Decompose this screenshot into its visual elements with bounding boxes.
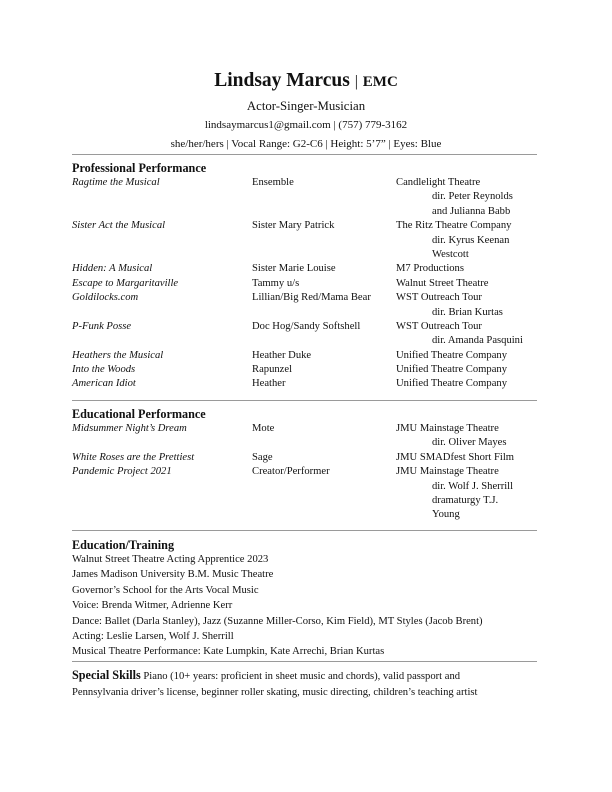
credit-venue: M7 Productions [396,263,464,275]
credit-row [72,176,542,190]
resume-header [0,68,612,154]
credit-note: dir. Oliver Mayes [432,437,507,449]
credit-role: Sage [252,451,273,463]
credit-note-row [72,205,542,219]
credit-show: Escape to Margaritaville [72,277,179,289]
credit-row [72,349,542,363]
credit-note: dir. Amanda Pasquini [432,335,523,347]
training-line: Voice: Brenda Witmer, Adrienne Kerr [72,600,233,612]
credit-note: Young [432,509,460,521]
union-status: EMC [362,74,398,90]
credit-note: dir. Kyrus Keenan [432,234,510,246]
divider-educational [72,530,537,531]
credit-role: Lillian/Big Red/Mama Bear [252,292,371,304]
special-skills [72,667,542,701]
credit-row [72,320,542,334]
credit-role: Doc Hog/Sandy Softshell [252,320,361,332]
training-line: James Madison University B.M. Music Theatre [72,569,274,581]
credit-row [72,465,542,479]
training-line: Musical Theatre Performance: Kate Lumpkin, Kate Arrechi, Brian Kurtas [72,646,385,658]
credit-venue: Unified Theatre Company [396,364,508,376]
credit-venue: WST Outreach Tour [396,320,482,332]
credit-note-row [72,190,542,204]
credit-row [72,277,542,291]
credit-show: White Roses are the Prettiest [72,451,195,463]
credit-row [72,262,542,276]
credit-role: Heather Duke [252,349,312,361]
credit-row [72,451,542,465]
professional-table [72,176,542,392]
credit-show: Into the Woods [72,364,136,376]
credit-role: Creator/Performer [252,466,330,478]
special-skills-line: Pennsylvania driver’s license, beginner roller skating, music directing, children’s teaching artist [72,687,478,698]
credit-show: Pandemic Project 2021 [72,466,172,478]
divider-education [72,661,537,662]
credit-show: Sister Act the Musical [72,220,166,232]
credit-venue: JMU Mainstage Theatre [396,423,499,434]
credit-show: Midsummer Night’s Dream [72,423,187,434]
credit-note-row [72,494,542,508]
credit-note-row [72,508,542,522]
credit-venue: JMU SMADfest Short Film [396,451,515,463]
credit-note-row [72,334,542,348]
credit-role: Sister Mary Patrick [252,220,335,232]
credit-venue: The Ritz Theatre Company [396,220,512,232]
credit-show: Hidden: A Musical [72,263,153,275]
credit-note: dir. Wolf J. Sherrill [432,480,514,492]
credit-note-row [72,248,542,262]
credit-note: dramaturgy T.J. [432,494,499,506]
training-line: Acting: Leslie Larsen, Wolf J. Sherrill [72,630,234,642]
section-title-education: Education/Training [72,538,175,552]
credit-show: Ragtime the Musical [72,177,160,188]
actor-subtitle: Actor-Singer-Musician [246,99,366,113]
divider-header [72,154,537,155]
section-title-educational: Educational Performance [72,407,206,421]
credit-note-row [72,480,542,494]
credit-row [72,363,542,377]
training-line: Dance: Ballet (Darla Stanley), Jazz (Suzanne Miller-Corso, Kim Field), MT Styles (Jacob Brent) [72,615,483,627]
divider-professional [72,400,537,401]
credit-role: Ensemble [252,177,294,188]
credit-role: Rapunzel [252,364,293,376]
credit-row [72,291,542,305]
credit-note: Westcott [432,248,469,260]
credit-show: Goldilocks.com [72,292,139,304]
credit-venue: WST Outreach Tour [396,292,482,304]
credit-note-row [72,234,542,248]
credit-role: Mote [252,423,275,434]
credit-note-row [72,306,542,320]
credit-note: dir. Peter Reynolds [432,191,513,203]
credit-note: and Julianna Babb [432,205,511,217]
credit-note-row [72,436,542,450]
name-separator: | [354,73,358,90]
training-line: Walnut Street Theatre Acting Apprentice 2023 [72,554,269,565]
credit-venue: Unified Theatre Company [396,349,508,361]
special-skills-line: Piano (10+ years: proficient in sheet music and chords), valid passport and [143,671,461,682]
credit-row [72,219,542,233]
name-line [0,68,612,95]
special-skills-label: Special Skills [72,668,141,682]
credit-show: Heathers the Musical [72,349,164,361]
educational-table [72,422,542,523]
credit-role: Heather [252,378,286,390]
credit-venue: Candlelight Theatre [396,177,481,188]
credit-role: Sister Marie Louise [252,263,336,275]
contact-line: lindsaymarcus1@gmail.com | (757) 779-3162 [204,119,408,131]
training-line: Governor’s School for the Arts Vocal Music [72,584,259,596]
credit-show: American Idiot [72,378,136,390]
credit-venue: Walnut Street Theatre [396,277,489,289]
credit-venue: Unified Theatre Company [396,378,508,390]
education-list [72,553,542,661]
credit-venue: JMU Mainstage Theatre [396,466,499,478]
credit-role: Tammy u/s [252,277,300,289]
credit-row [72,422,542,436]
section-title-professional: Professional Performance [72,161,207,175]
credit-note: dir. Brian Kurtas [432,306,503,318]
actor-name: Lindsay Marcus [214,70,350,91]
details-line: she/her/hers | Vocal Range: G2-C6 | Height: 5’7” | Eyes: Blue [170,138,442,150]
credit-row [72,377,542,391]
credit-show: P-Funk Posse [72,320,132,332]
